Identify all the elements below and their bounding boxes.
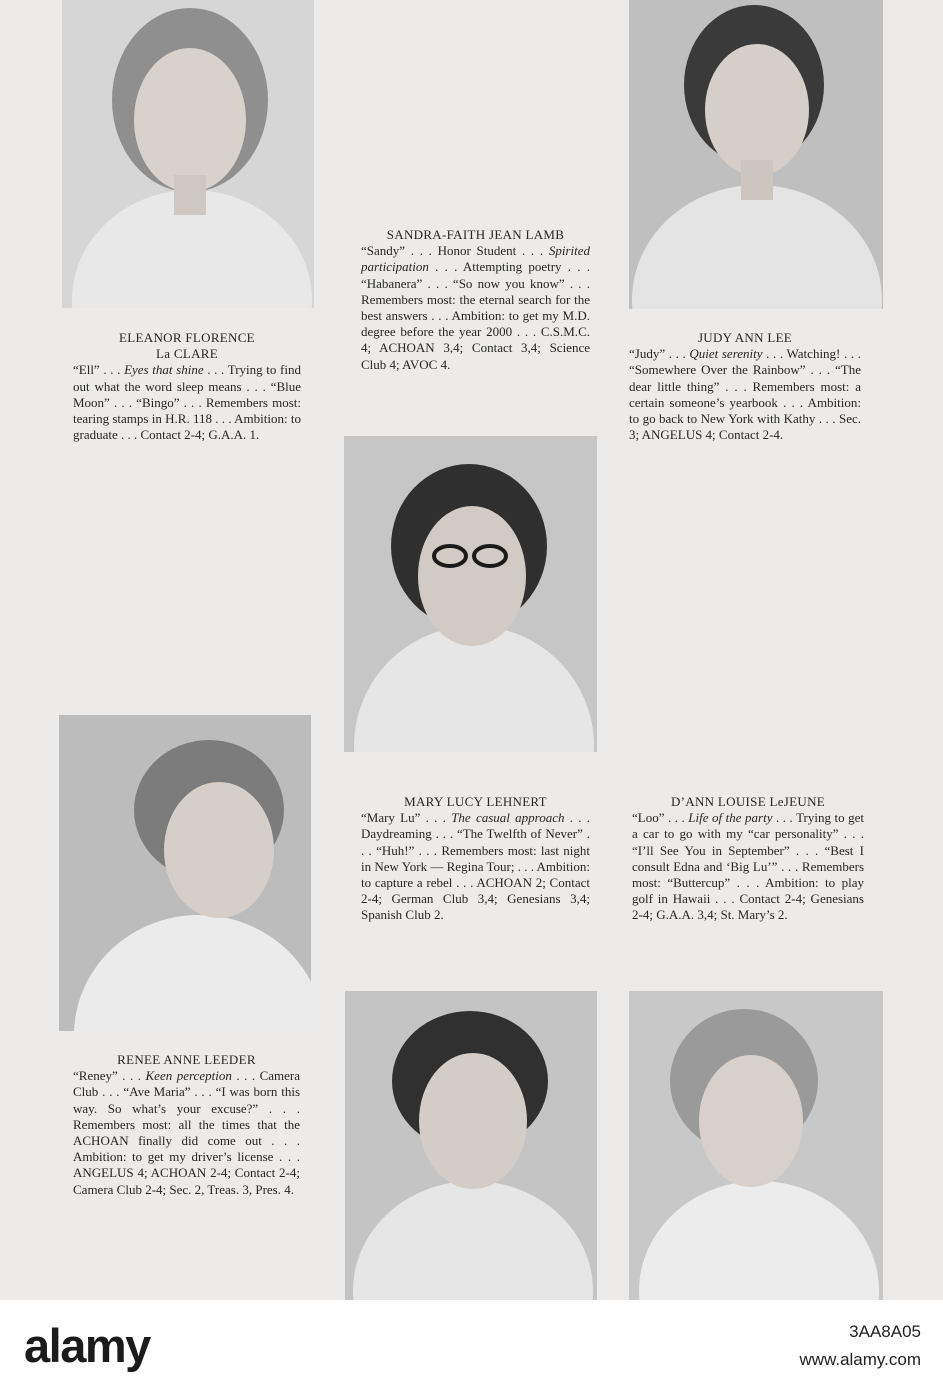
nickname: “Sandy” . . . Honor Student . . . [361,243,544,259]
bio-dann [632,794,864,924]
bio-sandra [361,227,590,373]
bio-text: . . . Watching! . . . “Somewhere Over the Rainbow” . . . “The dear little thing” . . . Remembers most: a certain someone’s yearbook . . . Ambition: to go back to New York with Kathy . . . Sec. 3; ANGELUS 4; Contact 2-4. [629,346,861,443]
site-url[interactable]: www.alamy.com [799,1350,921,1369]
trait: Spirited participation [361,243,591,275]
nickname: “Judy” . . . [629,346,686,362]
portrait-photo-eleanor [62,0,314,308]
image-id: 3AA8A05 [849,1322,921,1341]
student-name: ELEANOR FLORENCE [119,330,255,345]
bio-renee [73,1052,300,1198]
bio-mary [361,794,590,924]
portrait-photo-mary [345,991,597,1300]
student-name: RENEE ANNE LEEDER [117,1052,256,1067]
portrait-photo-judy [629,0,883,309]
student-name: JUDY ANN LEE [697,330,793,345]
bio-text: . . . Trying to find out what the word sleep means . . . “Blue Moon” . . . “Bingo” . . . Remembers most: tearing stamps in H.R. 118 . . . Ambition: to graduate . . . Contact 2-4; G.A.A. 1. [73,362,301,443]
nickname: “Loo” . . . [632,810,685,826]
portrait-photo-dann [629,991,883,1300]
bio-eleanor [73,330,301,443]
student-name: MARY LUCY LEHNERT [404,794,547,809]
student-name-line2: La CLARE [156,346,218,362]
trait: Eyes that shine [124,362,204,378]
bio-text: . . . Camera Club . . . “Ave Maria” . . . “I was born this way. So what’s your excuse?” . . . Remembers most: all the times that the ACHOAN finally did come out . . . Ambition: to get my driver’s license . . . ANGELUS 4; ACHOAN 2-4; Contact 2-4; Camera Club 2-4; Sec. 2, Treas. 3, Pres. 4. [73,1068,300,1197]
trait: Quiet serenity [689,346,763,362]
bio-text: . . . Daydreaming . . . “The Twelfth of Never” . . . “Huh!” . . . Remembers most: last night in New York — Regina Tour; . . . Ambition: to capture a rebel . . . ACHOAN 2; Contact 2-4; German Club 3,4; Genesians 3,4; Spanish Club 2. [361,810,591,923]
nickname: “Reney” . . . [73,1068,141,1084]
bio-text: . . . Trying to get a car to go with my “car personality” . . . “I’ll See You in September” . . . “Best I consult Edna and ‘Big Lu’” . . . Remembers most: “Buttercup” . . . Ambition: to play golf in Hawaii . . . Contact 2-4; Genesians 2-4; G.A.A. 3,4; St. Mary’s 2. [632,810,865,923]
trait: The casual approach [451,810,565,826]
student-name: D’ANN LOUISE LeJEUNE [670,794,826,809]
portrait-photo-renee [59,715,311,1031]
bio-judy [629,330,861,443]
alamy-logo[interactable]: alamy [24,1319,150,1372]
student-name: SANDRA-FAITH JEAN LAMB [386,227,565,242]
trait: Keen perception [145,1068,232,1084]
nickname: “Mary Lu” . . . [361,810,446,826]
bio-text: . . . Attempting poetry . . . “Habanera” . . . “So now you know” . . . Remembers most: the eternal search for the best answers . . . Ambition: to get my M.D. degree before the year 2000 . . . C.S.M.C. 4; ACHOAN 3,4; Contact 3,4; Science Club 4; AVOC 4. [361,259,590,372]
watermark-footer [0,1300,943,1390]
trait: Life of the party [688,810,773,826]
nickname: “Ell” . . . [73,362,121,378]
portrait-photo-sandra [344,436,597,752]
